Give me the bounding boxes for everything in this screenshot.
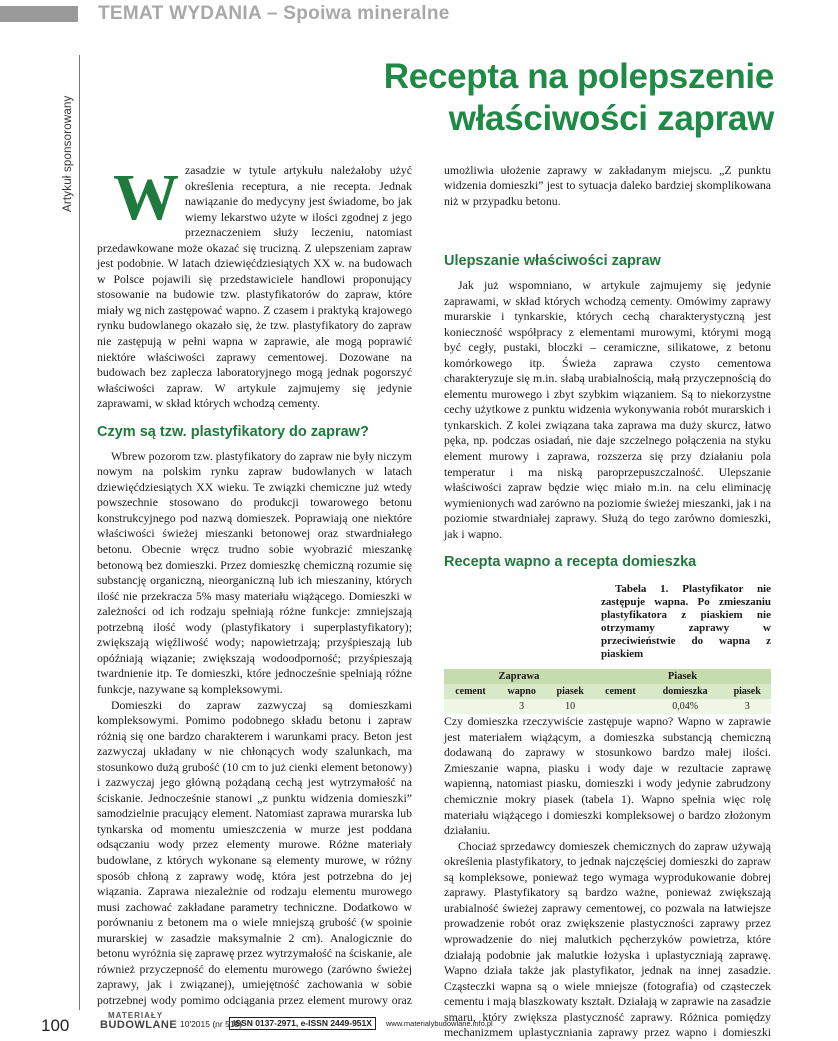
sponsored-label: Artykuł sponsorowany xyxy=(62,95,74,212)
paragraph-2-continued: umożliwia ułożenie zaprawy w zakładanym miejscu. „Z punktu widzenia domieszki” jest to sytuacja daleko bardziej skomplikowana niż w przypadku betonu. xyxy=(444,163,771,209)
table-group-zaprawa: Zaprawa xyxy=(444,669,594,684)
website-url: www.materialybudowlane.info.pl xyxy=(386,1019,493,1028)
paragraph-5: Chociaż sprzedawcy domieszek chemicznych do zapraw używają określenia plastyfikatory, to jednak najczęściej domieszki do zapraw są kompleksowe, ponieważ tego wymaga wyprodukowanie dobrej zaprawy. Plastyfikatory są bardzo ważne, ponieważ zwiększają urabialność świeżej zaprawy cementowej, co pozwala na łatwiejsze prowadzenie robót oraz zwiększenie plastyczności zaprawy przez wprowadzenie do niej malutkich pęcherzyków powietrza, które działają podobnie jak malutkie łożyska i uplastyczniają zaprawę. Wapno działa także jak plastyfikator, jednak na innej zasadzie. Cząsteczki wapna są o wiele mniejsze (fotografia) od cząsteczek cementu i mają blaszkowaty kształt. Działają w zaprawie na zasadzie smaru, który zwiększa plastyczność zaprawy. Różnica pomiędzy mechanizmem uplastyczniania zaprawy przez wapno i domieszki xyxy=(444,838,771,1040)
article-title xyxy=(384,56,774,140)
issue-number: 10'2015 (nr 518) xyxy=(180,1019,243,1029)
table-cell: 3 xyxy=(497,699,546,714)
table-cell: 3 xyxy=(723,699,771,714)
table-group-piasek: Piasek xyxy=(594,669,771,684)
page-number: 100 xyxy=(41,1016,70,1035)
table-header: cement xyxy=(594,684,647,699)
table-row xyxy=(444,699,771,714)
heading-recepta: Recepta wapno a recepta domieszka xyxy=(444,554,697,571)
logo-line2: BUDOWLANE xyxy=(100,1019,178,1031)
table-caption: Tabela 1. Plastyfikator nie zastępuje wapna. Po zmieszaniu plastyfikatora z piaskiem nie otrzymamy zaprawy w przeciwieństwie do wapna z piaskiem xyxy=(601,583,771,661)
section-title: TEMAT WYDANIA – Spoiwa mineralne xyxy=(98,3,450,24)
paragraph-1: Wbrew pozorom tzw. plastyfikatory do zapraw nie były niczym nowym na polskim rynku zapraw budowlanych w latach dziewięćdziesiątych XX wieku. Te związki chemiczne już wtedy powszechnie stosowano do produkcji towarowego betonu konstrukcyjnego pod nazwą domieszek. Poprawiają one niektóre właściwości świeżej mieszanki betonowej oraz stwardniałego betonu. Obecnie wręcz trudno sobie wyobrazić mieszankę betonową bez domieszki. Przez domieszkę chemiczną rozumie się substancję organiczną, nieorganiczną lub ich mieszaniny, których ilość nie przekracza 5% masy materiału wiążącego. Domieszki w zależności od ich rodzaju spełniają różne funkcje: zmniejszają potrzebną ilość wody (plastyfikatory i superplastyfikatory); zwiększają więźliwość wody; napowietrzają; przyśpieszają lub opóźniają wiązanie; zwiększają wodoodporność; przyśpieszają twardnienie itp. Te domieszki, które jednocześnie spełniają różne funkcje, nazywane są kompleksowymi. xyxy=(97,448,412,696)
heading-plastyfikatory: Czym są tzw. plastyfikatory do zapraw? xyxy=(97,423,369,440)
issn: ISSN 0137-2971, e-ISSN 2449-951X xyxy=(229,1017,376,1030)
table-cell: 0,04% xyxy=(647,699,723,714)
column-right: umożliwia ułożenie zaprawy w zakładanym miejscu. „Z punktu widzenia domieszki” jest to sytuacja daleko bardziej skomplikowana niż w przypadku betonu. Ulepszanie właściwości zapraw Jak już wspomniano, w artykule zajmujemy się jedynie zaprawami, w skład których wchodzą cementy. Omówimy zaprawy murarskie i tynkarskie, których cechą charakterystyczną jest konieczność współpracy z elementami murowymi, którymi mogą być cegły, pustaki, bloczki – ceramiczne, silikatowe, z betonu komórkowego itp. Świeża zaprawa czysto cementowa charakteryzuje się m.in. słabą urabialnością, małą przyczepnością do elementu murowego i zbyt szybkim wiązaniem. Są to niekorzystne cechy użytkowe z punktu widzenia wykonywania robót murarskich i tynkarskich. Z kolei związana taka zaprawa ma duży skurcz, łatwo pęka, np. podczas osiadań, nie daje szczelnego połączenia na styku element murowy i zaprawa, rozszerza się przy działaniu pola temperatur i ma niską paroprzepuszczalność. Ulepszanie właściwości zapraw będzie więc miało m.in. na celu eliminację wymienionych wad zarówno na poziomie świeżej mieszanki, jak i na poziomie stwardniałej zaprawy. Służą do tego zarówno domieszki, jak i wapno. Recepta wapno a recepta domieszka Tabela 1. Plastyfikator nie zastępuje wapna. Po zmieszaniu plastyfikatora z piaskiem nie otrzymamy zaprawy w przeciwieństwie do wapna z piaskiem Zaprawa Piasek cement wapno piasek cement domieszka piasek 3 10 0,04% 3 Czy domieszka rzeczywiście zastępuje wapno? Wapno w zaprawie jest materiałem wiążącym, a domieszka substancją chemiczną dodawaną do zaprawy w stosunkowo bardzo małej ilości. Zmieszanie wapna, piasku i wody daje w rezultacie zaprawę wapienną, natomiast piasku, domieszki i wody jedynie zabrudzony chemicznie mokry piasek (tabela 1). Wapno spełnia więc rolę materiału wiążącego i domieszki kompleksowej o bardzo złożonym działaniu. Chociaż sprzedawcy domieszek chemicznych do zapraw używają określenia plastyfikatory, to jednak najczęściej domieszki do zapraw są kompleksowe, ponieważ tego wymaga wyprodukowanie dobrej zaprawy. Plastyfikatory są bardzo ważne, ponieważ zwiększają urabialność świeżej zaprawy cementowej, co pozwala na łatwiejsze prowadzenie robót oraz zwiększenie plastyczności zaprawy przez wprowadzenie do niej malutkich pęcherzyków powietrza, które działają podobnie jak malutkie łożyska i uplastyczniają zaprawę. Wapno działa także jak plastyfikator, jednak na innej zasadzie. Cząsteczki wapna są o wiele mniejsze (fotografia) od cząsteczek cementu i mają blaszkowaty kształt. Działają w zaprawie na zasadzie smaru, który zwiększa plastyczność zaprawy. Różnica pomiędzy mechanizmem uplastyczniania zaprawy przez wapno i domieszki xyxy=(444,163,771,1041)
side-divider xyxy=(79,55,80,1010)
paragraph-2: Domieszki do zapraw zazwyczaj są domieszkami kompleksowymi. Pomimo podobnego składu betonu i zapraw różnią się one bardzo charakterem i warunkami pracy. Beton jest zazwyczaj układany w nie chłonących wody szalunkach, ma stosunkowo dużą grubość (10 cm to już cienki element betonowy) i zazwyczaj jego główną pożądaną cechą jest wytrzymałość na ściskanie. Jednocześnie stanowi „z punktu widzenia domieszki” samodzielnie pracujący element. Natomiast zaprawa murarska lub tynkarska od momentu umieszczenia w murze jest poddana odsączaniu wody przez elementy murowe. Różne materiały budowlane, z których wykonane są elementy murowe, w różny sposób chłoną z zaprawy wodę, która jest potrzebna do jej wiązania. Zaprawa niezależnie od rodzaju elementu murowego musi zachować zakładane parametry techniczne. Dodatkowo w porównaniu z betonem ma o wiele mniejszą grubość (w spoinie murarskiej w zasadzie maksymalnie 2 cm). Analogicznie do betonu wyróżnia się zaprawę przez wytrzymałość na ściskanie, ale również przyczepność do elementu murowego (zarówno świeżej zaprawy, jak i związanej), umiejętność zachowania w sobie potrzebnej wody pomimo odciągania przez element murowy oraz xyxy=(97,697,412,1007)
drop-cap: W xyxy=(113,161,179,234)
table-header: domieszka xyxy=(647,684,723,699)
intro-paragraph: Wzasadzie w tytule artykułu należałoby użyć określenia receptura, a nie recepta. Jednak nawiązanie do medycyny jest świadome, bo jak wiemy lekarstwo użyte w ilości zgodnej z jego przeznaczeniem służy leczeniu, natomiast przedawkowane może okazać się trucizną. Z ulepszeniam zapraw jest podobnie. W latach dziewięćdziesiątych XX w. na budowach w Polsce pojawili się przedstawiciele handlowi proponujący stosowanie na budowie tzw. plastyfikatorów do zapraw, które miały wg nich zastępować wapno. Z czasem i praktyką krajowego rynku budowlanego okazało się, że tzw. plastyfikatory do zapraw nie zastępują w pełni wapna w zaprawie, ale mogą poprawić niektóre właściwości zaprawy cementowej. Dozowane na budowach bez zaplecza laboratoryjnego mogą jednak pogorszyć właściwości zapraw. W artykule zajmujemy się jedynie zaprawami, w skład których wchodzą cementy. xyxy=(97,161,412,411)
table-cell xyxy=(444,699,497,714)
table-1 xyxy=(601,583,771,665)
heading-ulepszanie: Ulepszanie właściwości zapraw xyxy=(444,253,661,269)
magazine-logo xyxy=(100,1011,178,1033)
article-title-line2: właściwości zapraw xyxy=(448,99,774,138)
paragraph-3: Jak już wspomniano, w artykule zajmujemy się jedynie zaprawami, w skład których wchodzą cementy. Omówimy zaprawy murarskie i tynkarskie, których cechą charakterystyczną jest konieczność współpracy z elementami murowymi, którymi mogą być cegły, pustaki, bloczki – ceramiczne, silikatowe, z betonu komórkowego itp. Świeża zaprawa czysto cementowa charakteryzuje się m.in. słabą urabialnością, małą przyczepnością do elementu murowego i zbyt szybkim wiązaniem. Są to niekorzystne cechy użytkowe z punktu widzenia wykonywania robót murarskich i tynkarskich. Z kolei związana taka zaprawa ma duży skurcz, łatwo pęka, np. podczas osiadań, nie daje szczelnego połączenia na styku element murowy i zaprawa, rozszerza się przy działaniu pola temperatur i ma niską paroprzepuszczalność. Ulepszanie właściwości zapraw będzie więc miało m.in. na celu eliminację wymienionych wad zarówno na poziomie świeżej mieszanki, jak i na poziomie stwardniałej zaprawy. Służą do tego zarówno domieszki, jak i wapno. xyxy=(444,278,771,541)
table-header: wapno xyxy=(497,684,546,699)
table-header: cement xyxy=(444,684,497,699)
table-header: piasek xyxy=(723,684,771,699)
table-header: piasek xyxy=(546,684,594,699)
column-left xyxy=(97,163,412,1009)
logo-line1: MATERIAŁY xyxy=(108,1011,164,1020)
table-grid xyxy=(444,669,771,714)
table-cell: 10 xyxy=(546,699,594,714)
article-title-line1: Recepta na polepszenie xyxy=(383,57,774,96)
table-cell xyxy=(594,699,647,714)
header-bar-left xyxy=(0,6,78,22)
